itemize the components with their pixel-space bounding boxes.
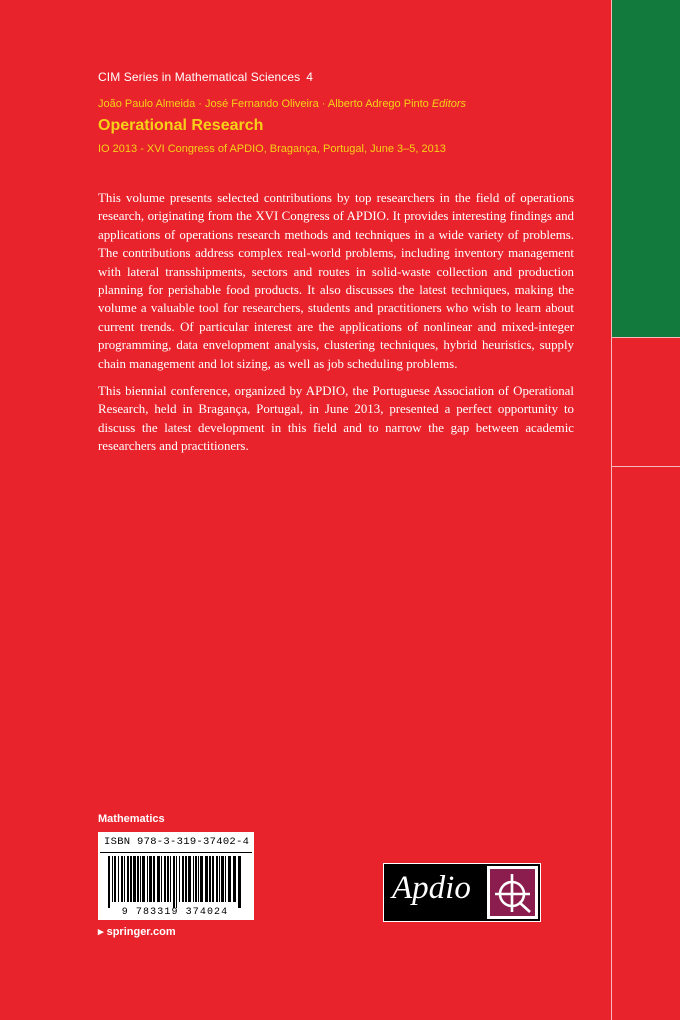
barcode-bar [170, 856, 171, 902]
barcode-bar [205, 856, 208, 902]
barcode-bar [238, 856, 241, 908]
book-title: Operational Research [98, 117, 264, 134]
barcode-bar [212, 856, 214, 902]
barcode-bar [142, 856, 145, 902]
series-line [98, 70, 313, 84]
barcode-bar [221, 856, 224, 902]
barcode-bar [161, 856, 162, 902]
green-stripe-block [612, 0, 680, 338]
barcode-bar [108, 856, 110, 908]
barcode-bar [167, 856, 169, 902]
barcode-bar [173, 856, 175, 908]
barcode-bar [124, 856, 125, 902]
ean-digits: 9 783319 374024 [121, 907, 229, 918]
barcode-bar [127, 856, 129, 902]
stripe-divider [612, 466, 680, 467]
book-subtitle: IO 2013 - XVI Congress of APDIO, Bragança, Portugal, June 3–5, 2013 [98, 143, 446, 155]
editors-line [98, 98, 466, 110]
barcode-bar [157, 856, 160, 902]
barcode-bar [198, 856, 199, 902]
barcode-bar [149, 856, 152, 902]
barcode-bars [106, 856, 246, 908]
website-link[interactable]: ▸ springer.com [98, 926, 176, 938]
barcode-bar [193, 856, 194, 902]
barcode-bar [147, 856, 148, 902]
description-paragraph: This volume presents selected contributions by top researchers in the field of operations research, originating from the XVI Congress of APDIO. It provides interesting findings and applications of operations research methods and techniques in a wide variety of problems. The contributions address complex real-world problems, including inventory management with lateral transshipments, sectors and routes in solid-waste collection and production planning for perishable food products. It also discusses the latest techniques, making the volume a valuable tool for researchers, students and practitioners who wish to learn about current trends. Of particular interest are the applications of nonlinear and mixed-integer programming, data envelopment analysis, clustering techniques, hybrid heuristics, supply chain management and lot sizing, as well as job scheduling problems. [98, 191, 574, 371]
barcode-bar [233, 856, 236, 902]
series-number: 4 [306, 70, 314, 84]
barcode-bar [140, 856, 141, 902]
barcode-bar [195, 856, 197, 902]
barcode-bar [118, 856, 119, 902]
subject-label: Mathematics [98, 813, 165, 825]
barcode-bar [137, 856, 139, 902]
barcode-bar [130, 856, 132, 902]
logo-wordmark: Apdio [392, 870, 471, 906]
isbn-divider [100, 852, 252, 853]
barcode-bar [200, 856, 203, 902]
barcode-bar [209, 856, 211, 902]
barcode-bar [225, 856, 226, 902]
barcode-bar [179, 856, 180, 902]
barcode-bar [133, 856, 136, 902]
description-paragraph: This biennial conference, organized by APDIO, the Portuguese Association of Operational Research, held in Bragança, Portugal, in June 2013, presented a perfect opportunity to discuss the latest development in this field and to narrow the gap between academic researchers and practitioners. [98, 384, 574, 454]
editor-names: João Paulo Almeida · José Fernando Oliveira · Alberto Adrego Pinto [98, 98, 429, 110]
barcode-bar [153, 856, 155, 902]
barcode-bar [216, 856, 218, 902]
apdio-emblem-icon [487, 866, 538, 919]
barcode-bar [188, 856, 191, 902]
isbn-text: ISBN 978-3-319-37402-4 [104, 836, 250, 848]
barcode-bar [182, 856, 184, 902]
barcode-bar [185, 856, 187, 902]
barcode-bar [164, 856, 166, 902]
barcode-bar [121, 856, 123, 902]
barcode-bar [176, 856, 177, 908]
isbn-barcode [98, 832, 254, 920]
barcode-bar [219, 856, 220, 902]
barcode-bar [112, 856, 113, 902]
barcode-bar [114, 856, 116, 902]
series-name: CIM Series in Mathematical Sciences [98, 70, 301, 84]
barcode-bar [228, 856, 231, 902]
editors-role: Editors [431, 98, 467, 110]
description-text [98, 189, 574, 465]
apdio-logo [383, 863, 541, 922]
